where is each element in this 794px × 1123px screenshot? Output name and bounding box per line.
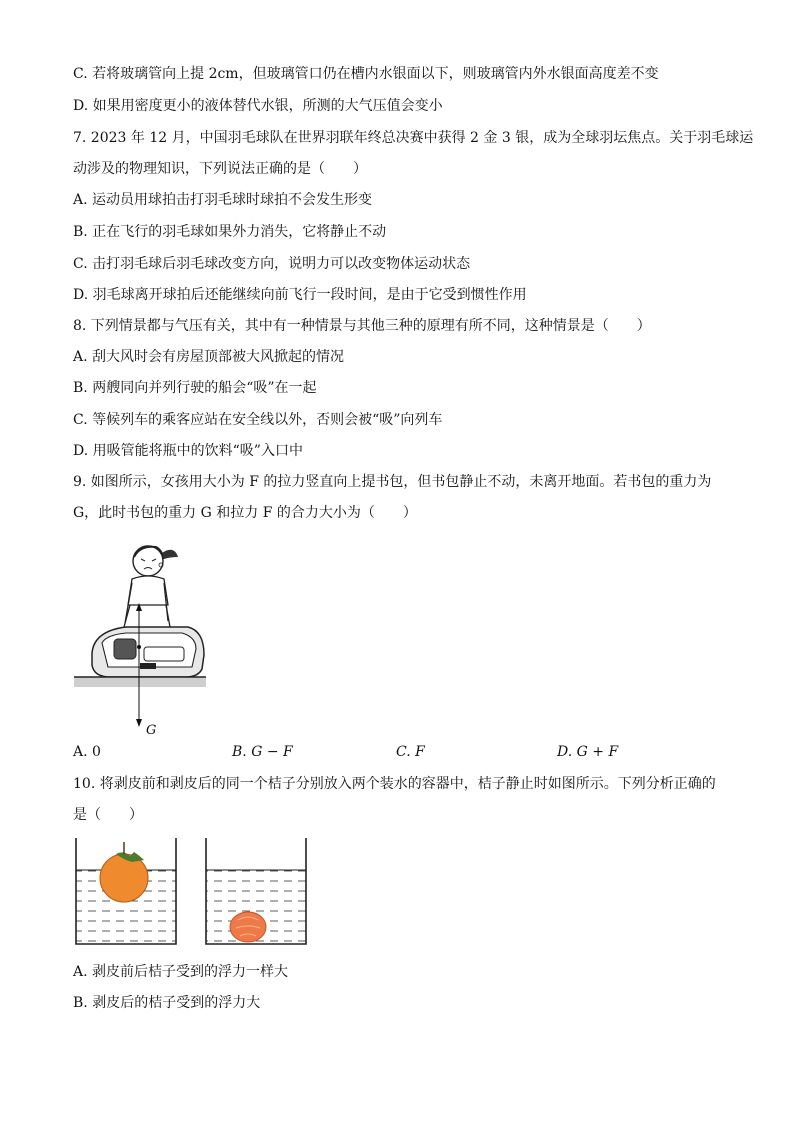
q6-option-d: D. 如果用密度更小的液体替代水银，所测的大气压值会变小 — [73, 98, 443, 114]
q9-option-c: C. F — [396, 744, 425, 760]
q10-option-a: A. 剥皮前后桔子受到的浮力一样大 — [73, 964, 289, 980]
q9-option-b: B. G − F — [232, 744, 293, 760]
q10-stem-line1: 10. 将剥皮前和剥皮后的同一个桔子分别放入两个装水的容器中，桔子静止时如图所示。下列分析正确的 — [73, 776, 716, 792]
q9-figure-label-g: G — [146, 723, 157, 738]
q7-stem-line2: 动涉及的物理知识，下列说法正确的是（ ） — [73, 161, 367, 177]
q10-figure-containers — [72, 836, 312, 948]
q7-option-d: D. 羽毛球离开球拍后还能继续向前飞行一段时间，是由于它受到惯性作用 — [73, 287, 527, 303]
q9-option-a: A. 0 — [73, 744, 101, 760]
q9-stem-line1: 9. 如图所示，女孩用大小为 F 的拉力竖直向上提书包，但书包静止不动，未离开地面。若书包的重力为 — [73, 474, 712, 490]
q9-figure-girl-lifting-bag — [70, 535, 210, 740]
q10-option-b: B. 剥皮后的桔子受到的浮力大 — [73, 995, 261, 1011]
q6-option-c: C. 若将玻璃管向上提 2cm，但玻璃管口仍在槽内水银面以下，则玻璃管内外水银面高度差不变 — [73, 66, 659, 82]
q8-option-c: C. 等候列车的乘客应站在安全线以外，否则会被“吸”向列车 — [73, 412, 443, 428]
q9-option-d: D. G + F — [557, 744, 619, 760]
q7-option-b: B. 正在飞行的羽毛球如果外力消失，它将静止不动 — [73, 224, 387, 240]
q8-option-a: A. 刮大风时会有房屋顶部被大风掀起的情况 — [73, 349, 345, 365]
q8-option-d: D. 用吸管能将瓶中的饮料“吸”入口中 — [73, 443, 303, 459]
q7-option-a: A. 运动员用球拍击打羽毛球时球拍不会发生形变 — [73, 192, 373, 208]
q10-stem-line2: 是（ ） — [73, 807, 143, 823]
q9-stem-line2: G，此时书包的重力 G 和拉力 F 的合力大小为（ ） — [73, 505, 417, 521]
q8-option-b: B. 两艘同向并列行驶的船会“吸”在一起 — [73, 380, 317, 396]
q7-option-c: C. 击打羽毛球后羽毛球改变方向，说明力可以改变物体运动状态 — [73, 256, 471, 272]
q8-stem: 8. 下列情景都与气压有关，其中有一种情景与其他三种的原理有所不同，这种情景是（ ） — [73, 318, 651, 334]
q7-stem-line1: 7. 2023 年 12 月，中国羽毛球队在世界羽联年终总决赛中获得 2 金 3 银，成为全球羽坛焦点。关于羽毛球运 — [73, 130, 754, 146]
